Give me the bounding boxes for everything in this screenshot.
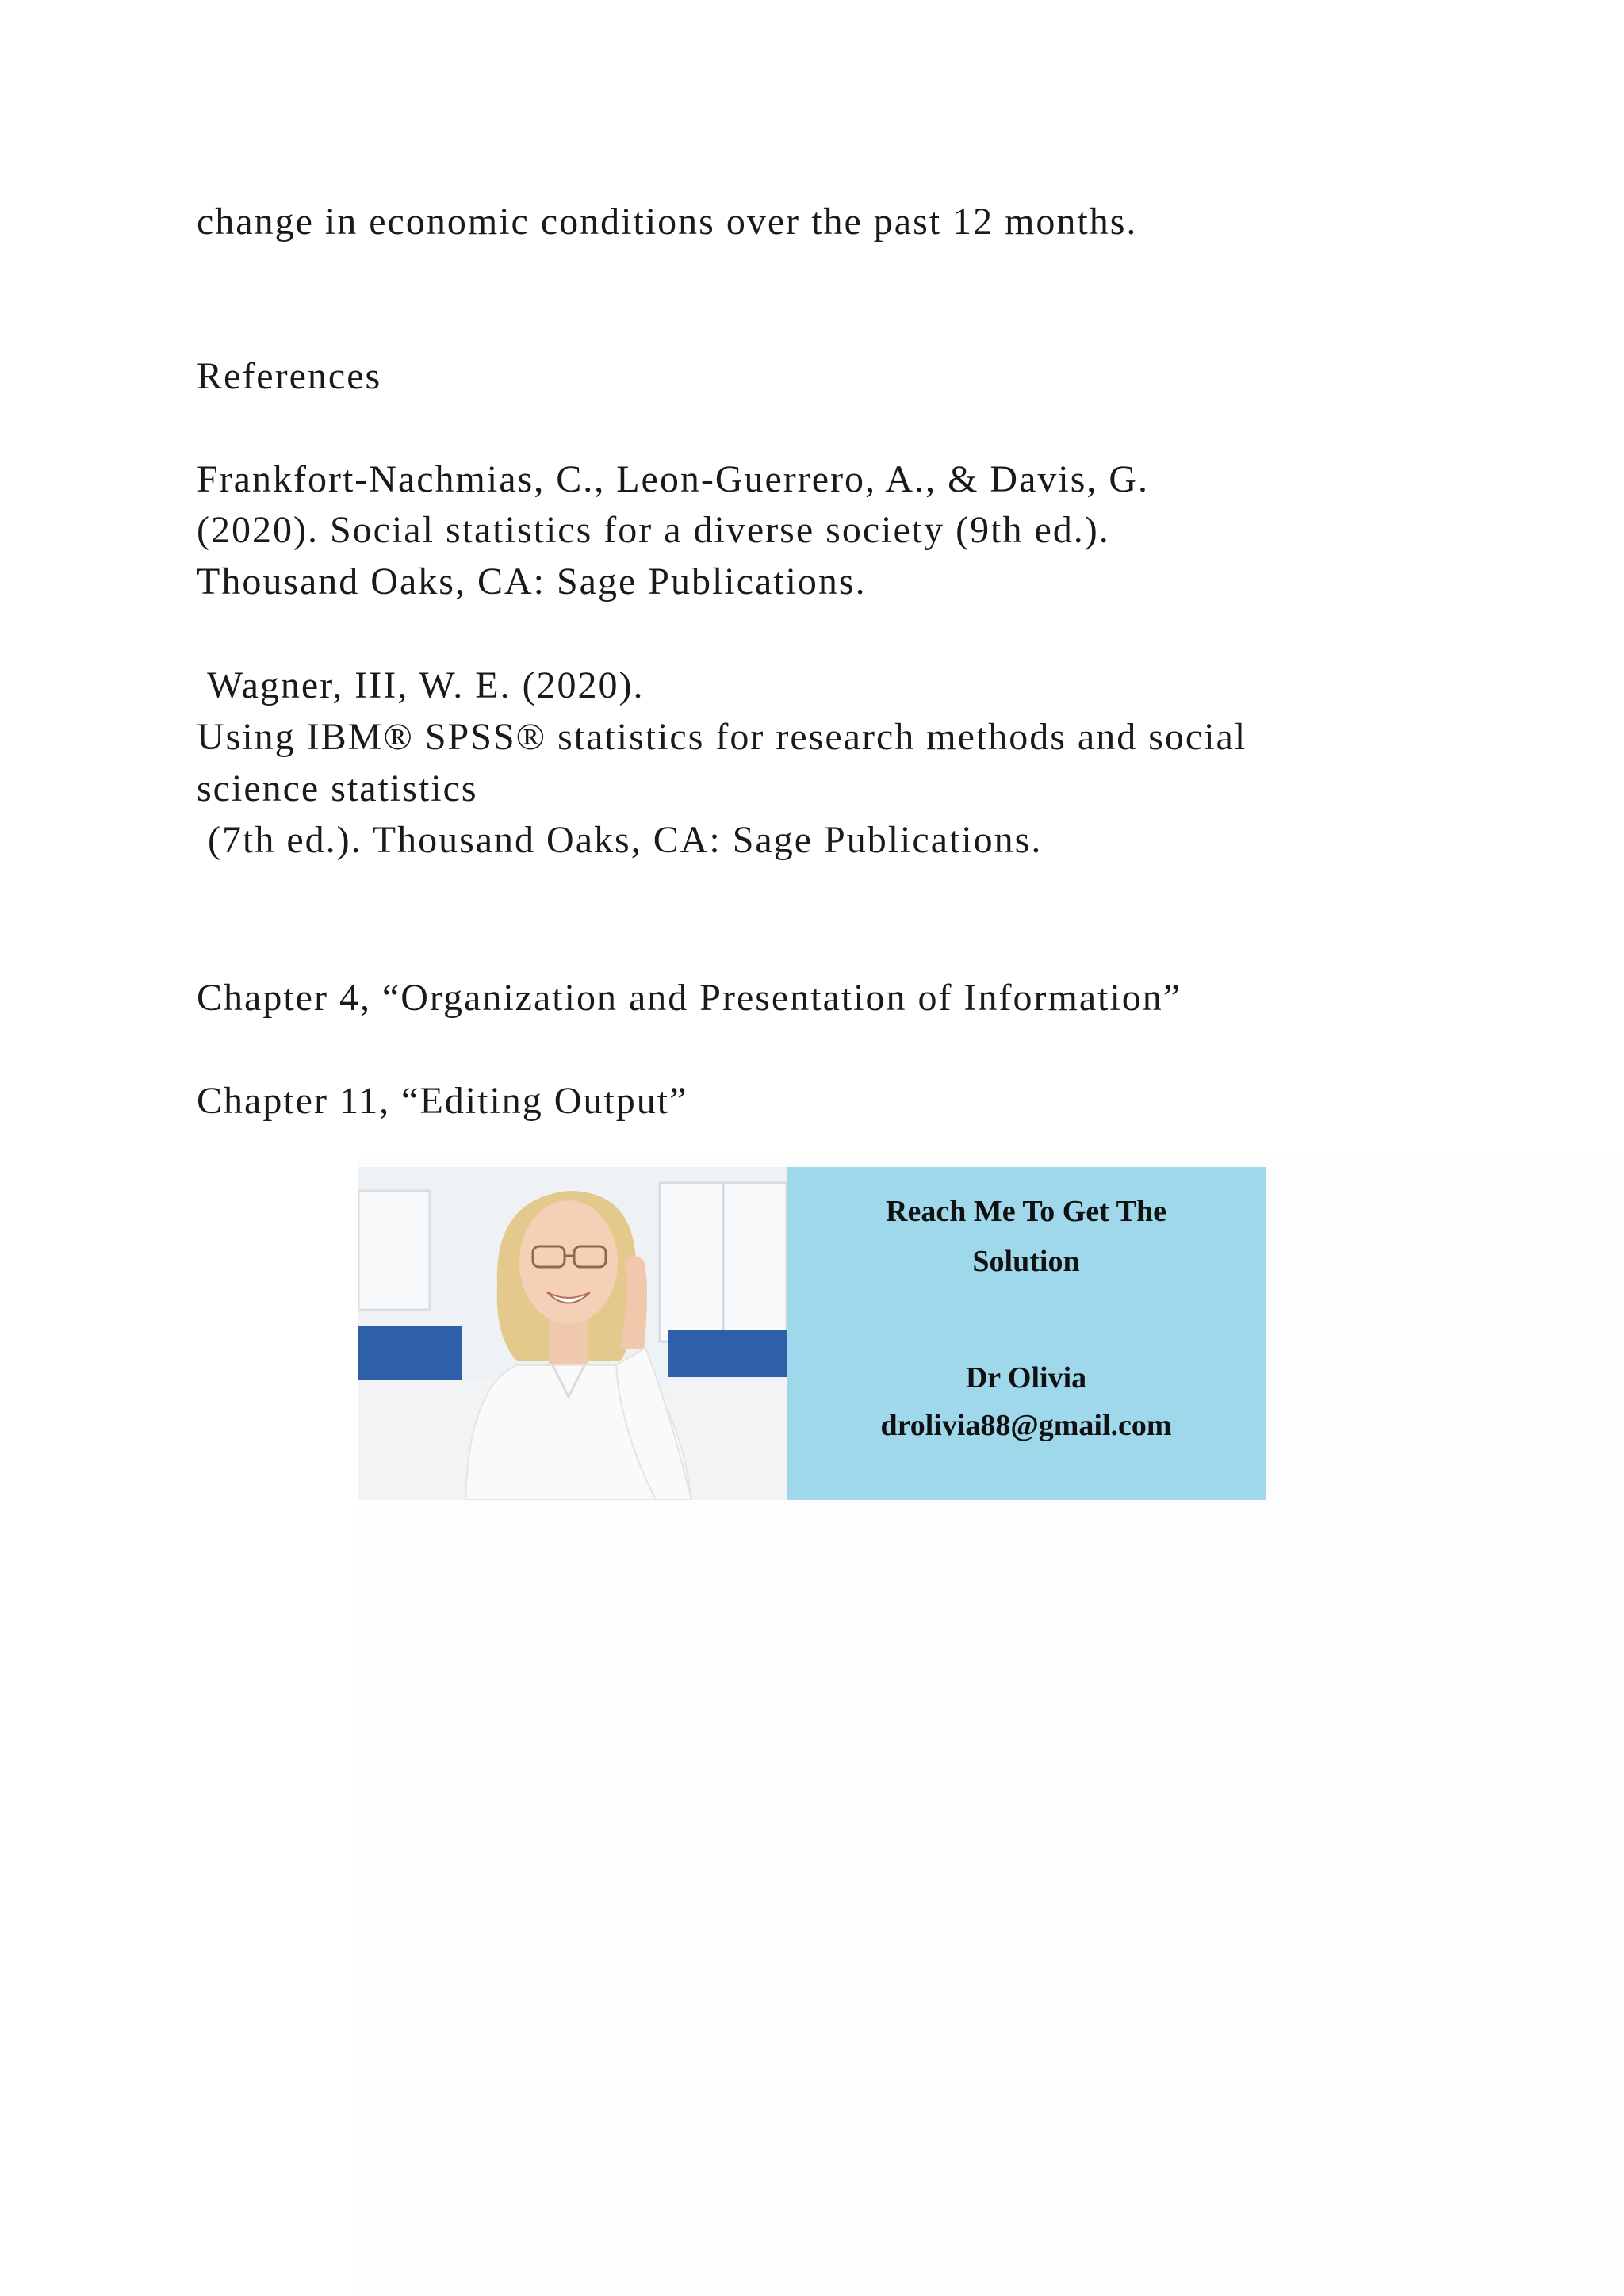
reference-1-line-3: Thousand Oaks, CA: Sage Publications. <box>197 561 867 603</box>
tutor-photo <box>358 1167 787 1500</box>
banner-contact-name: Dr Olivia <box>965 1361 1087 1395</box>
references-heading: References <box>197 355 382 397</box>
reference-2-line-3: science statistics <box>197 767 478 809</box>
reference-2-line-4: (7th ed.). Thousand Oaks, CA: Sage Publications. <box>197 819 1043 861</box>
woman-portrait-illustration <box>358 1167 787 1500</box>
contact-banner <box>358 1167 1266 1500</box>
reference-1-line-2: (2020). Social statistics for a diverse society (9th ed.). <box>197 509 1110 551</box>
banner-title-line-1: Reach Me To Get The <box>886 1195 1166 1228</box>
chapter-4-reading: Chapter 4, “Organization and Presentation of Information” <box>197 977 1182 1019</box>
body-text-continuation: change in economic conditions over the past 12 months. <box>197 201 1138 243</box>
reference-2-line-1: Wagner, III, W. E. (2020). <box>197 664 645 706</box>
banner-contact-email[interactable]: drolivia88@gmail.com <box>880 1409 1172 1442</box>
banner-title-line-2: Solution <box>972 1245 1080 1278</box>
chapter-11-reading: Chapter 11, “Editing Output” <box>197 1080 688 1122</box>
contact-info-box <box>787 1167 1266 1500</box>
reference-1-line-1: Frankfort-Nachmias, C., Leon-Guerrero, A., & Davis, G. <box>197 458 1150 500</box>
reference-2-line-2: Using IBM® SPSS® statistics for research methods and social <box>197 716 1247 758</box>
